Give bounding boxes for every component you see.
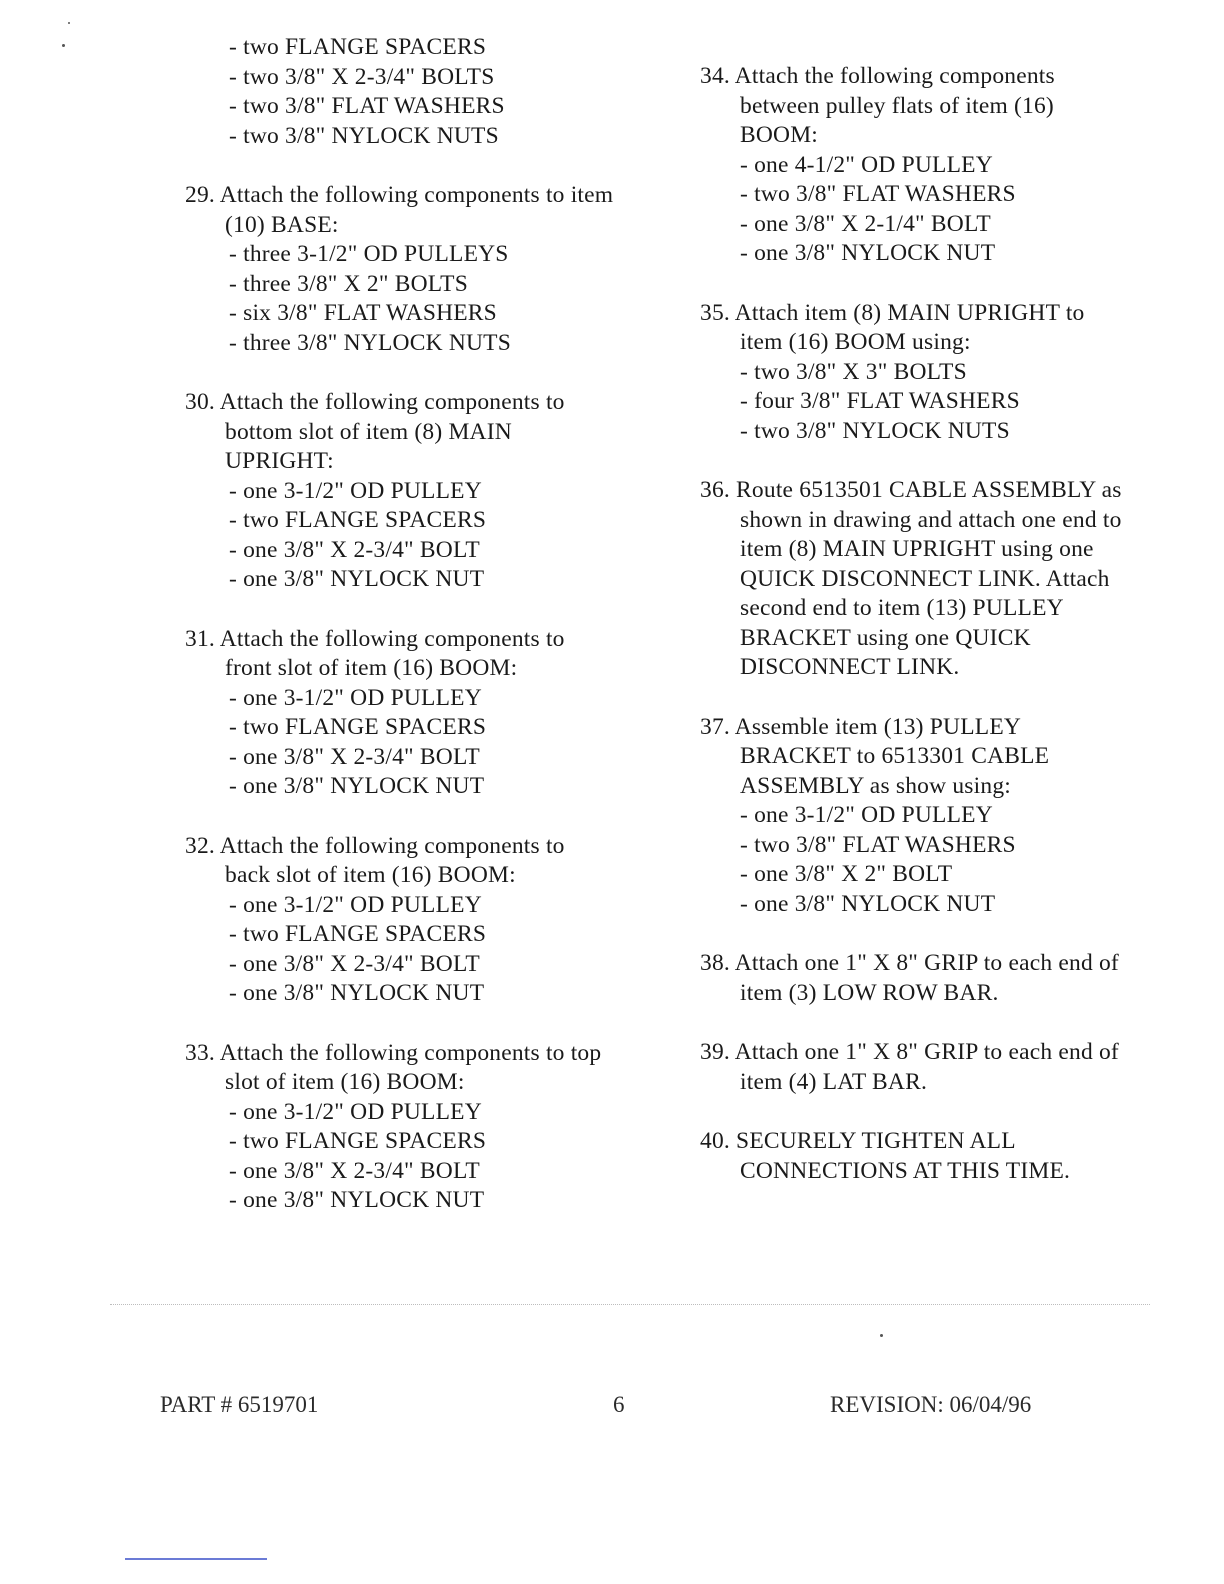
step-line: - two FLANGE SPACERS xyxy=(229,921,487,947)
step-line: CONNECTIONS AT THIS TIME. xyxy=(740,1157,1071,1184)
step-heading: 39. Attach one 1" X 8" GRIP to each end of xyxy=(700,1039,1119,1065)
step-line: - one 3/8" X 2-1/4" BOLT xyxy=(740,210,991,237)
step-line: - one 4-1/2" OD PULLEY xyxy=(740,151,993,178)
step-line: - one 3/8" X 2" BOLT xyxy=(740,861,953,887)
step-line: item (16) BOOM using: xyxy=(740,329,971,355)
step-line: BRACKET to 6513301 CABLE xyxy=(740,743,1050,769)
step-line: - one 3-1/2" OD PULLEY xyxy=(229,684,482,711)
step-line: back slot of item (16) BOOM: xyxy=(225,862,516,888)
step-line: - one 3/8" NYLOCK NUT xyxy=(740,240,996,266)
paragraph-gap xyxy=(700,683,1170,713)
step-line: - two 3/8" X 3" BOLTS xyxy=(740,358,967,385)
step-line: - one 3/8" X 2-3/4" BOLT xyxy=(229,536,480,563)
step-line: - six 3/8" FLAT WASHERS xyxy=(229,300,497,326)
step-line: - two FLANGE SPACERS xyxy=(229,34,487,60)
paragraph-gap xyxy=(185,802,665,832)
step-heading: 35. Attach item (8) MAIN UPRIGHT to xyxy=(700,299,1085,326)
paragraph-gap xyxy=(185,595,665,625)
step-heading: 38. Attach one 1" X 8" GRIP to each end of xyxy=(700,950,1119,976)
step-line: - two 3/8" FLAT WASHERS xyxy=(229,93,505,119)
paragraph-gap xyxy=(700,446,1170,476)
footer-page-number: 6 xyxy=(613,1392,625,1417)
step-line: BRACKET using one QUICK xyxy=(740,624,1031,651)
step-heading: 32. Attach the following components to xyxy=(185,832,565,859)
paragraph-gap xyxy=(185,358,665,388)
step-line: - two FLANGE SPACERS xyxy=(229,1128,487,1154)
step-line: - four 3/8" FLAT WASHERS xyxy=(740,388,1020,414)
paragraph-gap xyxy=(185,1009,665,1039)
step-line: - one 3/8" X 2-3/4" BOLT xyxy=(229,743,480,770)
scan-speck xyxy=(62,44,65,47)
step-line: item (8) MAIN UPRIGHT using one xyxy=(740,536,1094,562)
step-line: ASSEMBLY as show using: xyxy=(740,772,1012,799)
step-line: front slot of item (16) BOOM: xyxy=(225,655,518,681)
step-line: - three 3-1/2" OD PULLEYS xyxy=(229,241,509,267)
step-line: UPRIGHT: xyxy=(225,448,334,474)
step-line: - two FLANGE SPACERS xyxy=(229,507,487,533)
right-column xyxy=(700,62,1170,1186)
step-line: - three 3/8" X 2" BOLTS xyxy=(229,270,468,297)
paragraph-gap xyxy=(185,151,665,181)
step-line: - one 3/8" X 2-3/4" BOLT xyxy=(229,950,480,977)
paragraph-gap xyxy=(700,1097,1170,1127)
step-heading: 31. Attach the following components to xyxy=(185,625,565,652)
scan-speck xyxy=(880,1334,883,1337)
step-line: - three 3/8" NYLOCK NUTS xyxy=(229,329,511,356)
step-heading: 40. SECURELY TIGHTEN ALL xyxy=(700,1128,1016,1154)
step-line: - one 3/8" X 2-3/4" BOLT xyxy=(229,1157,480,1184)
step-line: - one 3/8" NYLOCK NUT xyxy=(229,566,485,592)
step-line: - one 3-1/2" OD PULLEY xyxy=(229,1098,482,1125)
step-line: second end to item (13) PULLEY xyxy=(740,595,1064,621)
step-line: DISCONNECT LINK. xyxy=(740,654,960,680)
step-line: - one 3-1/2" OD PULLEY xyxy=(229,891,482,918)
step-heading: 37. Assemble item (13) PULLEY xyxy=(700,713,1022,740)
step-heading: 34. Attach the following components xyxy=(700,63,1055,89)
step-line: - two 3/8" NYLOCK NUTS xyxy=(229,122,499,149)
step-line: - one 3/8" NYLOCK NUT xyxy=(229,1187,485,1213)
step-line: (10) BASE: xyxy=(225,211,339,238)
footer-revision: REVISION: 06/04/96 xyxy=(830,1392,1032,1417)
step-line: slot of item (16) BOOM: xyxy=(225,1069,465,1095)
step-line: shown in drawing and attach one end to xyxy=(740,506,1122,533)
step-line: - one 3/8" NYLOCK NUT xyxy=(740,890,996,917)
step-line: - one 3/8" NYLOCK NUT xyxy=(229,773,485,799)
step-line: QUICK DISCONNECT LINK. Attach xyxy=(740,565,1110,592)
step-line: BOOM: xyxy=(740,122,819,148)
step-heading: 33. Attach the following components to top xyxy=(185,1039,602,1066)
step-heading: 29. Attach the following components to item xyxy=(185,182,614,208)
step-line: - one 3-1/2" OD PULLEY xyxy=(229,477,482,504)
step-heading: 36. Route 6513501 CABLE ASSEMBLY as xyxy=(700,477,1122,503)
step-heading: 30. Attach the following components to xyxy=(185,389,565,415)
step-line: item (4) LAT BAR. xyxy=(740,1068,928,1095)
footer-part-number: PART # 6519701 xyxy=(160,1392,319,1417)
paragraph-gap xyxy=(700,1008,1170,1038)
step-line: - two 3/8" FLAT WASHERS xyxy=(740,181,1016,207)
step-line: - two 3/8" NYLOCK NUTS xyxy=(740,417,1010,444)
margin-underline-mark xyxy=(125,1558,267,1560)
step-line: bottom slot of item (8) MAIN xyxy=(225,418,512,445)
scan-speck xyxy=(68,22,70,24)
step-line: - one 3-1/2" OD PULLEY xyxy=(740,802,993,828)
step-line: - one 3/8" NYLOCK NUT xyxy=(229,980,485,1006)
step-line: between pulley flats of item (16) xyxy=(740,92,1054,119)
paragraph-gap xyxy=(700,269,1170,299)
step-line: - two FLANGE SPACERS xyxy=(229,714,487,740)
scan-artifact-line xyxy=(110,1304,1150,1305)
paragraph-gap xyxy=(700,919,1170,949)
step-line: item (3) LOW ROW BAR. xyxy=(740,979,999,1006)
step-line: - two 3/8" X 2-3/4" BOLTS xyxy=(229,63,495,90)
left-column xyxy=(185,33,665,1216)
step-line: - two 3/8" FLAT WASHERS xyxy=(740,831,1016,858)
